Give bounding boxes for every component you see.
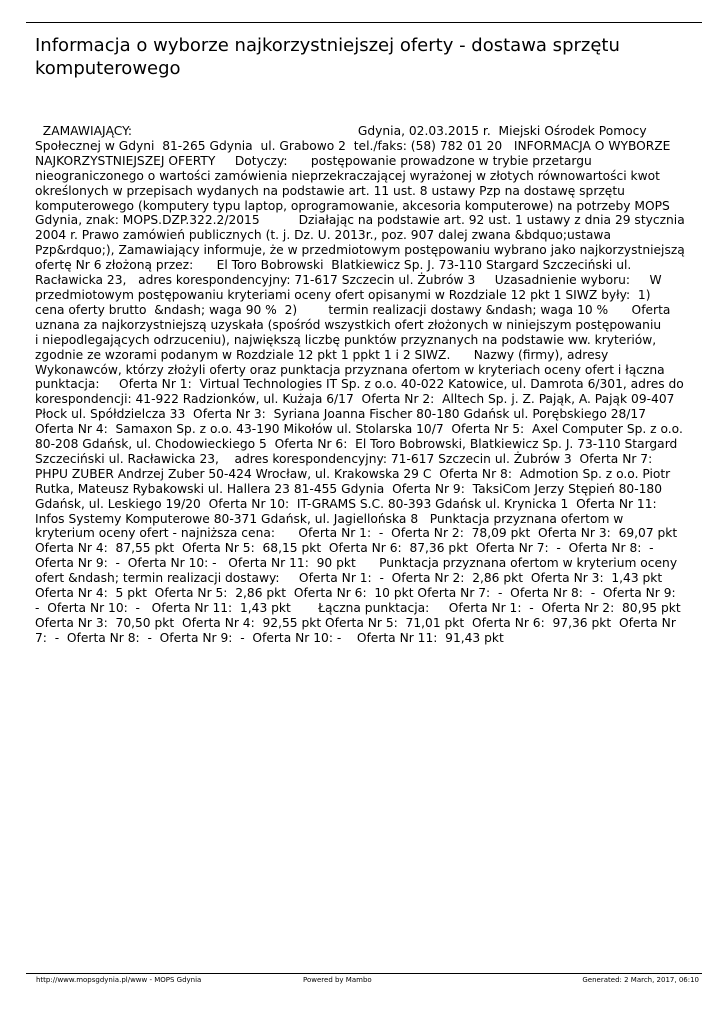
top-divider — [26, 22, 702, 23]
footer-generated: Generated: 2 March, 2017, 06:10 — [582, 976, 699, 984]
document-body: ZAMAWIAJĄCY: Gdynia, 02.03.2015 r. Miejski Ośrodek Pomocy Społecznej w Gdyni 81-265 Gdynia ul. Grabowo 2 tel./faks: (58) 782 01 20 INFORMACJA O WYBORZE NAJKORZYSTNIEJSZEJ OFERTY Dotyczy: postępowanie prowadzone w trybie przetargu nieograniczonego o wartości zamówienia nieprzekraczającej wyrażonej w złotych równowartości kwot określonych w przepisach wydanych na podstawie art. 11 ust. 8 ustawy Pzp na dostawę sprzętu komputerowego (komputery typu laptop, oprogramowanie, akcesoria komputerowe) na potrzeby MOPS Gdynia, znak: MOPS.DZP.322.2/2015 Działając na podstawie art. 92 ust. 1 ustawy z dnia 29 stycznia 2004 r. Prawo zamówień publicznych (t. j. Dz. U. 2013r., poz. 907 dalej zwana &bdquo;ustawa Pzp&rdquo;), Zamawiający informuje, że w przedmiotowym postępowaniu wybrano jako najkorzystniejszą ofertę Nr 6 złożoną przez: El Toro Bobrowski Blatkiewicz Sp. J. 73-110 Stargard Szczeciński ul. Racławicka 23, adres korespondencyjny: 71-617 Szczecin ul. Żubrów 3 Uzasadnienie wyboru: W przedmiotowym postępowaniu kryteriami oceny ofert opisanymi w Rozdziale 12 pkt 1 SIWZ były: 1) cena oferty brutto &ndash; waga 90 % 2) termin realizacji dostawy &ndash; waga 10 % Oferta uznana za najkorzystniejszą uzyskała (spośród wszystkich ofert złożonych w niniejszym postępowaniu i niepodlegających odrzuceniu), największą liczbę punktów przyznanych na podstawie ww. kryteriów, zgodnie ze wzorami podanym w Rozdziale 12 pkt 1 ppkt 1 i 2 SIWZ. Nazwy (firmy), adresy Wykonawców, którzy złożyli oferty oraz punktacja przyznana ofertom w kryteriach oceny ofert i łączna punktacja: Oferta Nr 1: Virtual Technologies IT Sp. z o.o. 40-022 Katowice, ul. Damrota 6/301, adres do korespondencji: 41-922 Radzionków, ul. Kużaja 6/17 Oferta Nr 2: Alltech Sp. j. Z. Pająk, A. Pająk 09-407 Płock ul. Spółdzielcza 33 Oferta Nr 3: Syriana Joanna Fischer 80-180 Gdańsk ul. Porębskiego 28/17 Oferta Nr 4: Samaxon Sp. z o.o. 43-190 Mikołów ul. Stolarska 10/7 Oferta Nr 5: Axel Computer Sp. z o.o. 80-208 Gdańsk, ul. Chodowieckiego 5 Oferta Nr 6: El Toro Bobrowski, Blatkiewicz Sp. J. 73-110 Stargard Szczeciński ul. Racławicka 23, adres korespondencyjny: 71-617 Szczecin ul. Żubrów 3 Oferta Nr 7: PHPU ZUBER Andrzej Zuber 50-424 Wrocław, ul. Krakowska 29 C Oferta Nr 8: Admotion Sp. z o.o. Piotr Rutka, Mateusz Rybakowski ul. Hallera 23 81-455 Gdynia Oferta Nr 9: TaksiCom Jerzy Stępień 80-180 Gdańsk, ul. Leskiego 19/20 Oferta Nr 10: IT-GRAMS S.C. 80-393 Gdańsk ul. Krynicka 1 Oferta Nr 11: Infos Systemy Komputerowe 80-371 Gdańsk, ul. Jagiellońska 8 Punktacja przyznana ofertom w kryterium oceny ofert - najniższa cena: Oferta Nr 1: - Oferta Nr 2: 78,09 pkt Oferta Nr 3: 69,07 pkt Oferta Nr 4: 87,55 pkt Oferta Nr 5: 68,15 pkt Oferta Nr 6: 87,36 pkt Oferta Nr 7: - Oferta Nr 8: - Oferta Nr 9: - Oferta Nr 10: - Oferta Nr 11: 90 pkt Punktacja przyznana ofertom w kryterium oceny ofert &ndash; termin realizacji dostawy: Oferta Nr 1: - Oferta Nr 2: 2,86 pkt Oferta Nr 3: 1,43 pkt Oferta Nr 4: 5 pkt Oferta Nr 5: 2,86 pkt Oferta Nr 6: 10 pkt Oferta Nr 7: - Oferta Nr 8: - Oferta Nr 9: - Oferta Nr 10: - Oferta Nr 11: 1,43 pkt Łączna punktacja: Oferta Nr 1: - Oferta Nr 2: 80,95 pkt Oferta Nr 3: 70,50 pkt Oferta Nr 4: 92,55 pkt Oferta Nr 5: 71,01 pkt Oferta Nr 6: 97,36 pkt Oferta Nr 7: - Oferta Nr 8: - Oferta Nr 9: - Oferta Nr 10: - Oferta Nr 11: 91,43 pkt — [35, 124, 689, 645]
footer-url: http://www.mopsgdynia.pl/www - MOPS Gdynia — [36, 976, 202, 984]
bottom-divider — [26, 973, 702, 974]
page-title: Informacja o wyborze najkorzystniejszej oferty - dostawa sprzętu komputerowego — [35, 35, 620, 79]
footer-powered-by: Powered by Mambo — [303, 976, 372, 984]
